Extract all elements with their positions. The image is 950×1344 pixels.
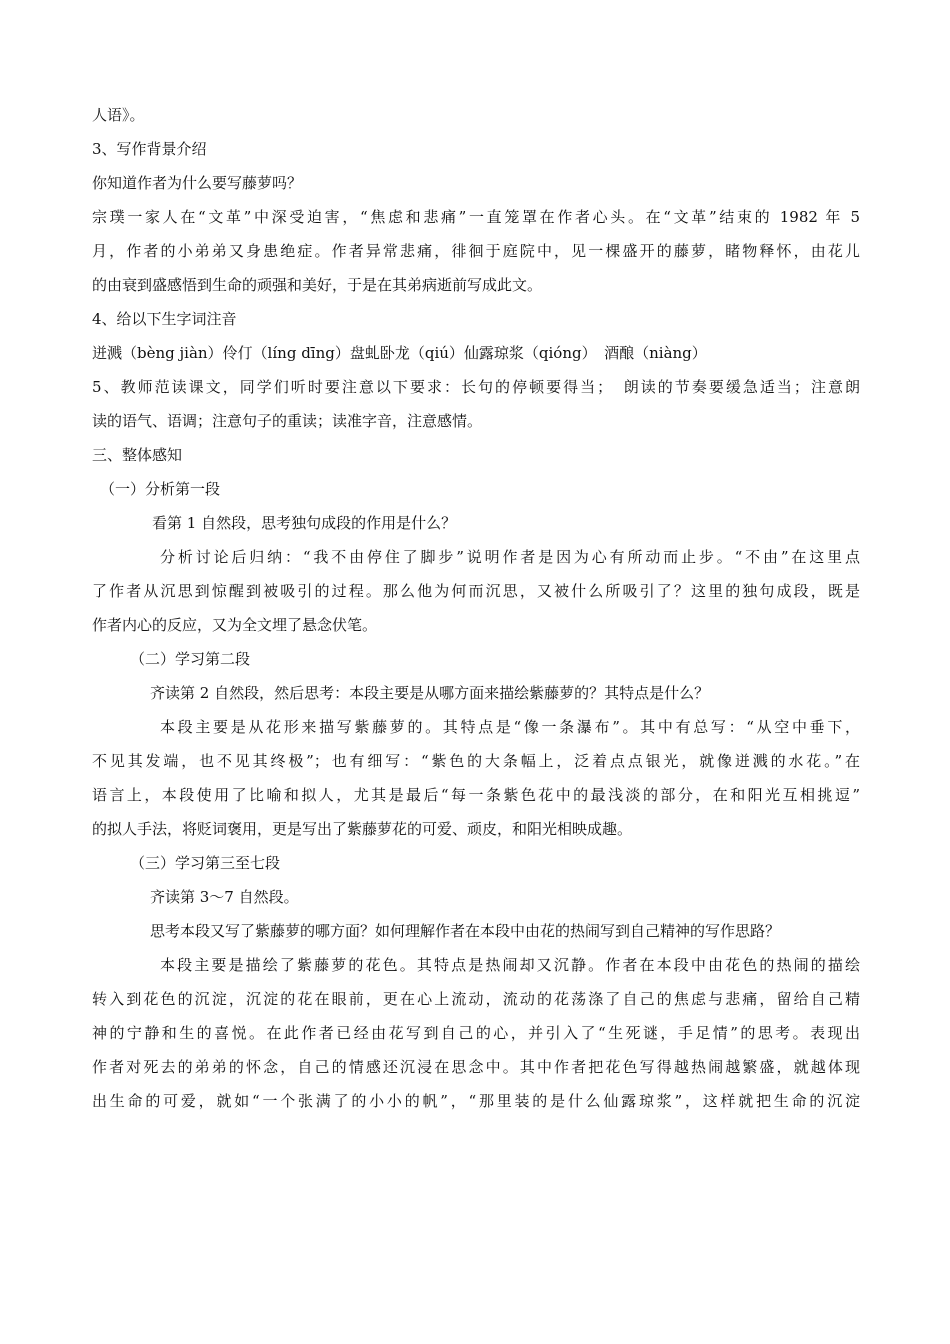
question-line: 看第 1 自然段，思考独句成段的作用是什么？ — [152, 514, 457, 532]
text-line: 5、教师范读课文，同学们听时要注意以下要求：长句的停顿要得当； 朗读的节奏要缓急适当；注意朗 — [92, 378, 860, 396]
text-line: 转入到花色的沉淀，沉淀的花在眼前，更在心上流动，流动的花荡涤了自己的焦虑与悲痛，留给自己精 — [92, 990, 860, 1008]
section-heading: 三、整体感知 — [92, 446, 183, 464]
question-line: 齐读第 2 自然段，然后思考：本段主要是从哪方面来描绘紫藤萝的？其特点是什么？ — [150, 684, 710, 702]
text-line: 宗璞一家人在“文革”中深受迫害，“焦虑和悲痛”一直笼罩在作者心头。在“文革”结束的 1982 年 5 — [92, 208, 860, 226]
section-heading: 3、写作背景介绍 — [92, 140, 207, 158]
text-line: 的由衰到盛感悟到生命的顽强和美好，于是在其弟病逝前写成此文。 — [92, 276, 543, 294]
text-line: 神的宁静和生的喜悦。在此作者已经由花写到自己的心，并引入了“生死谜，手足情”的思考。表现出 — [92, 1024, 860, 1042]
subsection-heading: （二）学习第二段 — [130, 650, 251, 668]
section-heading: 4、给以下生字词注音 — [92, 310, 237, 328]
document-page — [92, 98, 860, 1118]
text-line: 作者内心的反应，又为全文埋了悬念伏笔。 — [92, 616, 378, 634]
text-line: 作者对死去的弟弟的怀念，自己的情感还沉浸在思念中。其中作者把花色写得越热闹越繁盛，就越体现 — [92, 1058, 860, 1076]
question-line: 思考本段又写了紫藤萝的哪方面？如何理解作者在本段中由花的热闹写到自己精神的写作思路？ — [150, 922, 781, 940]
subsection-heading: （三）学习第三至七段 — [130, 854, 281, 872]
text-line: 了作者从沉思到惊醒到被吸引的过程。那么他为何而沉思，又被什么所吸引了？这里的独句成段，既是 — [92, 582, 860, 600]
text-line: 本段主要是从花形来描写紫藤萝的。其特点是“像一条瀑布”。其中有总写：“从空中垂下， — [160, 718, 860, 736]
text-line: 本段主要是描绘了紫藤萝的花色。其特点是热闹却又沉静。作者在本段中由花色的热闹的描绘 — [160, 956, 860, 974]
text-line: 出生命的可爱，就如“一个张满了的小小的帆”，“那里装的是什么仙露琼浆”，这样就把生命的沉淀 — [92, 1092, 860, 1110]
text-line: 人语》。 — [92, 106, 145, 124]
text-line: 语言上，本段使用了比喻和拟人，尤其是最后“每一条紫色花中的最浅淡的部分，在和阳光互相挑逗” — [92, 786, 860, 804]
text-line: 齐读第 3～7 自然段。 — [150, 888, 299, 906]
text-line: 的拟人手法，将贬词褒用，更是写出了紫藤萝花的可爱、顽皮，和阳光相映成趣。 — [92, 820, 633, 838]
text-line: 不见其发端，也不见其终极”；也有细写：“紫色的大条幅上，泛着点点银光，就像迸溅的水花。”在 — [92, 752, 860, 770]
question-line: 你知道作者为什么要写藤萝吗？ — [92, 174, 303, 192]
text-line: 月，作者的小弟弟又身患绝症。作者异常悲痛，徘徊于庭院中，见一棵盛开的藤萝，睹物释怀，由花儿 — [92, 242, 860, 260]
text-line: 分析讨论后归纳：“我不由停住了脚步”说明作者是因为心有所动而止步。“不由”在这里点 — [160, 548, 860, 566]
pinyin-line: 迸溅（bèng jiàn）伶仃（líng dīng）盘虬卧龙（qiú）仙露琼浆（qióng） 酒酿（niàng） — [92, 344, 707, 362]
subsection-heading: （一）分析第一段 — [100, 480, 221, 498]
text-line: 读的语气、语调；注意句子的重读；读准字音，注意感情。 — [92, 412, 483, 430]
